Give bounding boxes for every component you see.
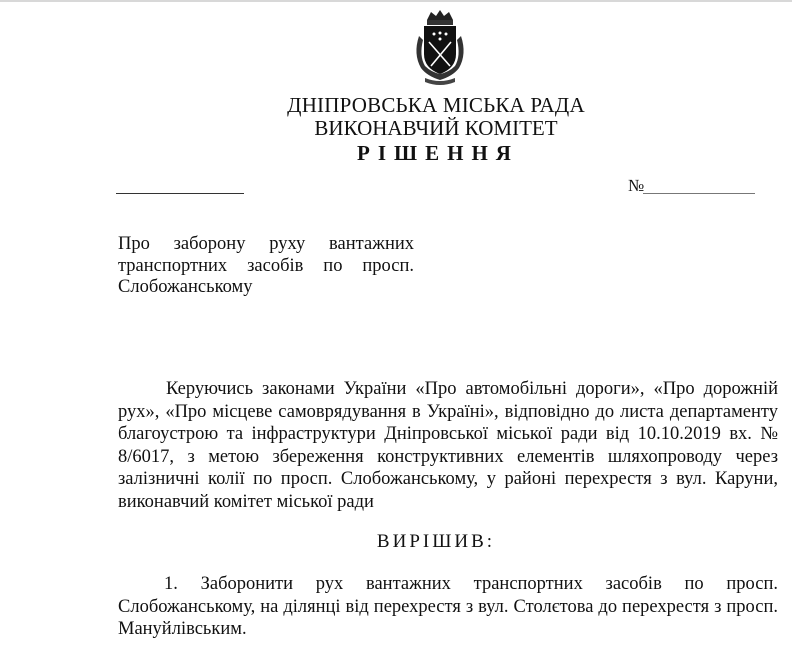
resolution-item-1: 1. Заборонити рух вантажних транспортних засобів по просп. Слобожанському, на ділянці від перехрестя з вул. Столєтова до перехрестя з просп. Мануйлівським. — [118, 574, 778, 639]
document-subject: Про заборону руху вантажних транспортних засобів по просп. Слобожанському — [118, 234, 414, 297]
preamble-paragraph: Керуючись законами України «Про автомобільні дороги», «Про дорожній рух», «Про місцеве самоврядування в Україні», відповідно до листа департаменту благоустрою та інфраструктури Дніпровської міської ради від 10.10.2019 вх. № 8/6017, з метою збереження конструктивних елементів шляхопроводу через залізничні колії по просп. Слобожанському, у районі перехрестя з вул. Каруни, виконавчий комітет міської ради — [118, 379, 778, 512]
number-field — [643, 193, 755, 194]
date-field — [116, 193, 244, 194]
coat-of-arms-icon — [409, 6, 471, 88]
council-name: ДНІПРОВСЬКА МІСЬКА РАДА — [287, 93, 585, 117]
resolved-heading: ВИРІШИВ: — [376, 531, 496, 552]
top-border — [0, 0, 792, 2]
number-label: № — [628, 176, 645, 195]
document-type: РІШЕННЯ — [357, 141, 519, 165]
committee-name: ВИКОНАВЧИЙ КОМІТЕТ — [314, 116, 558, 140]
